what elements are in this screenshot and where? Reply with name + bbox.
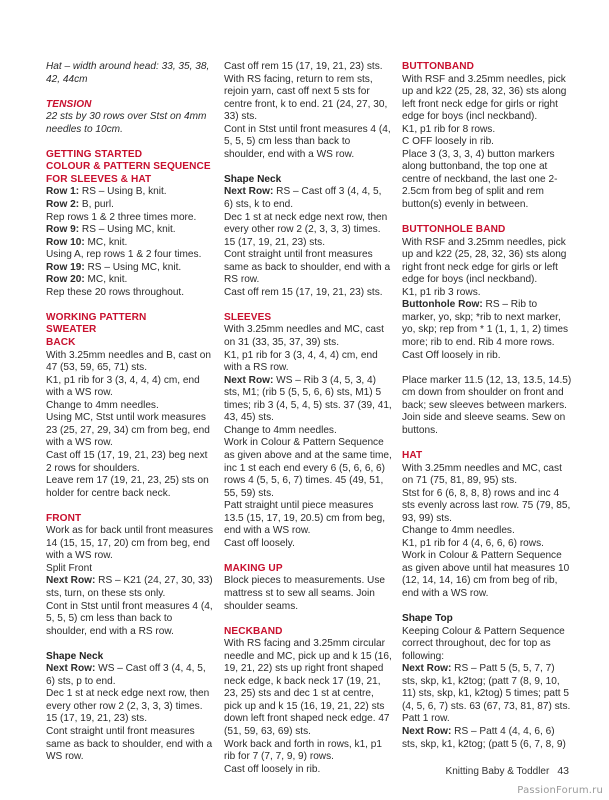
row-item: Row 20: MC, knit. [46,274,128,286]
buttonband-text: K1, p1 rib for 8 rows. [402,123,496,135]
tension-text: 22 sts by 30 rows over Stst on 4mm needles to 10cm. [46,111,207,135]
sleeves-text: With 3.25mm needles and MC, cast on 31 (33, 35, 37, 39) sts. [224,324,384,349]
shape-top-text: Keeping Colour & Pattern Sequence correct throughout, dec for top as following: [402,625,565,662]
row-item: Row 10: MC, knit. [46,236,128,248]
back-text: Change to 4mm needles. [46,399,159,411]
front-text: Cast off rem 15 (17, 19, 21, 23) sts. [224,61,383,72]
row-item: Row 9: RS – Using MC, knit. [46,224,176,236]
back-text: Using MC, Stst until work measures 23 (25, 27, 29, 34) cm from beg, end with a WS row. [46,412,210,449]
back-text: K1, p1 rib for 3 (3, 4, 4, 4) cm, end with a WS row. [46,374,200,399]
tension-heading: TENSION [46,98,92,110]
buttonhole-row: Buttonhole Row: RS – Rib to marker, yo, skp; *rib to next marker, yo, skp; rep from * 1 (1, 1, 1, 2) times more; rib to end. Rib 4 more rows. [402,299,569,349]
neck-text: Cast off rem 15 (17, 19, 21, 23) sts. [224,286,383,298]
front-next-row: Next Row: RS – K21 (24, 27, 30, 33) sts, turn, on these sts only. [46,575,213,599]
sleeves-heading: SLEEVES [224,311,272,323]
neck-text: Dec 1 st at neck edge next row, then every other row 2 (2, 3, 3, 3) times. 15 (17, 19, 21, 23) sts. [46,688,210,725]
magazine-title: Knitting Baby & Toddler [445,766,550,777]
neck-text: Cont straight until front measures same as back to shoulder, end with a WS row. [46,725,213,763]
sleeves-text: Cast off loosely. [224,537,295,549]
buttonhole-band-heading: BUTTONHOLE BAND [402,224,506,236]
buttonband-text: Place 3 (3, 3, 3, 4) button markers along buttonband, the top one at centre of neckband, the last one 2-2.5cm from beg of split and rem button(s) evenly in between. [402,148,558,211]
buttonhole-text: Join side and sleeve seams. Sew on buttons. [402,412,566,436]
colour-sequence-heading: COLOUR & PATTERN SEQUENCE FOR SLEEVES & HAT [46,161,211,185]
making-up-text: Block pieces to measurements. Use mattress st to sew all seams. Join shoulder seams. [224,575,386,612]
sleeves-text: Change to 4mm needles. [224,424,337,436]
back-text: Leave rem 17 (19, 21, 23, 25) sts on holder for centre back neck. [46,475,209,499]
page-footer [446,765,569,777]
making-up-heading: MAKING UP [224,562,283,574]
sleeves-next-row: Next Row: WS – Rib 3 (4, 5, 3, 4) sts, M1; (rib 5 (5, 5, 6, 6) sts, M1) 5 times; rib 3 (4, 5, 4, 5) sts. 37 (39, 41, 43, 45) sts. [224,374,392,424]
buttonband-text: With RSF and 3.25mm needles, pick up and k22 (25, 28, 32, 36) sts along left front neck edge for girls or right edge for boys (incl neckband). [402,73,567,123]
front-text: Cont in Stst until front measures 4 (4, 5, 5, 5) cm less than back to shoulder, end with a WS row. [224,123,391,160]
hat-text: Change to 4mm needles. [402,525,515,537]
neck-text: Dec 1 st at neck edge next row, then every other row 2 (2, 3, 3, 3) times. 15 (17, 19, 21, 23) sts. [224,211,388,248]
neck-next-row: Next Row: RS – Cast off 3 (4, 4, 5, 6) sts, k to end. [224,186,382,211]
working-pattern-heading: WORKING PATTERN [46,311,147,323]
shape-top-text: Patt 1 row. [402,713,450,725]
hat-heading: HAT [402,449,423,461]
row-item: Rep rows 1 & 2 three times more. [46,211,197,223]
getting-started-heading: GETTING STARTED [46,148,143,160]
neck-next-row: Next Row: WS – Cast off 3 (4, 4, 5, 6) sts, p to end. [46,663,206,687]
row-list [46,186,214,299]
row-item: Rep these 20 rows throughout. [46,286,185,298]
neckband-text: Cast off loosely in rib. [224,763,321,775]
front-text: With RS facing, return to rem sts, rejoin yarn, cast off next 5 sts for centre front, k to end. 21 (24, 27, 30, 33) sts. [224,73,388,123]
page-number: 43 [557,765,569,777]
buttonhole-text: Cast Off loosely in rib. [402,349,501,361]
row-item: Row 19: RS – Using MC, knit. [46,261,182,273]
front-heading: FRONT [46,512,82,524]
shape-top-next-row: Next Row: RS – Patt 5 (5, 5, 7, 7) sts, skp, k1, k2tog; (patt 7 (8, 9, 10, 11) sts, skp, k1, k2tog) 5 times; patt 5 (4, 5, 6, 7) sts. 63 (67, 73, 81, 87) sts. [402,663,571,712]
neck-text: Cont straight until front measures same as back to shoulder, end with a RS row. [224,249,391,286]
front-text: Cont in Stst until front measures 4 (4, 5, 5, 5) cm less than back to shoulder, end with a RS row. [46,600,213,637]
buttonhole-text: With RSF and 3.25mm needles, pick up and k22 (25, 28, 32, 36) sts along right front neck edge for girls or left edge for boys (incl neckband). [402,236,567,286]
front-text: Work as for back until front measures 14 (15, 15, 17, 20) cm from beg, end with a WS row. [46,525,213,562]
buttonband-heading: BUTTONBAND [402,61,475,72]
sleeves-text: Patt straight until piece measures 13.5 (15, 17, 19, 20.5) cm from beg, end with a WS row. [224,500,386,537]
neckband-text: With RS facing and 3.25mm circular needle and MC, pick up and k 15 (16, 19, 21, 22) sts up right front shaped neck edge, k back neck 17 (19, 21, 23, 25) sts and dec 1 st at centre, pick up and k 15 (16, 19, 21, 22) sts down left front shaped neck edge. 47 (51, 59, 63, 69) sts. [224,638,392,737]
front-text: Split Front [46,562,92,574]
neckband-text: Work back and forth in rows, k1, p1 rib for 7 (7, 7, 9, 9) rows. [224,738,383,763]
back-heading: BACK [46,337,76,349]
sweater-heading: SWEATER [46,324,97,336]
buttonhole-text: K1, p1 rib 3 rows. [402,286,481,298]
hat-text: Stst for 6 (6, 8, 8, 8) rows and inc 4 sts evenly across last row. 75 (79, 85, 93, 99) sts. [402,487,571,524]
row-item: Row 2: B, purl. [46,199,114,211]
watermark: PassionForum.ru [517,785,603,796]
row-item: Using A, rep rows 1 & 2 four times. [46,249,202,261]
buttonband-text: C OFF loosely in rib. [402,136,494,148]
row-item: Row 1: RS – Using B, knit. [46,186,167,198]
shape-top-next-row: Next Row: RS – Patt 4 (4, 4, 6, 6) sts, skp, k1, k2tog; (patt 5 (6, 7, 8, 9) [402,725,566,750]
column-2 [224,61,392,776]
hat-text: K1, p1 rib for 4 (4, 6, 6, 6) rows. [402,537,544,549]
shape-neck-heading: Shape Neck [46,650,104,662]
sleeves-text: Work in Colour & Pattern Sequence as given above and at the same time, inc 1 st each end every 6 (5, 6, 6, 6) rows 4 (5, 5, 6, 7) times. 45 (49, 51, 55, 59) sts. [224,437,392,499]
hat-text: With 3.25mm needles and MC, cast on 71 (75, 81, 89, 95) sts. [402,462,562,487]
sleeves-text: K1, p1 rib for 3 (3, 4, 4, 4) cm, end with a RS row. [224,349,378,374]
column-1 [46,61,214,764]
back-text: Cast off 15 (17, 19, 21, 23) beg next 2 rows for shoulders. [46,449,208,474]
column-3 [402,61,572,751]
buttonhole-text: Place marker 11.5 (12, 13, 13.5, 14.5) cm down from shoulder on front and back; sew sleeves between markers. [402,374,572,411]
shape-neck-heading: Shape Neck [224,173,282,185]
neckband-heading: NECKBAND [224,625,283,637]
back-text: With 3.25mm needles and B, cast on 47 (53, 59, 65, 71) sts. [46,349,211,374]
hat-text: Work in Colour & Pattern Sequence as given above until hat measures 10 (12, 14, 14, 16) cm from beg of rib, end with a WS row. [402,550,570,599]
shape-top-heading: Shape Top [402,613,453,625]
hat-measure: Hat – width around head: 33, 35, 38, 42, 44cm [46,61,210,85]
